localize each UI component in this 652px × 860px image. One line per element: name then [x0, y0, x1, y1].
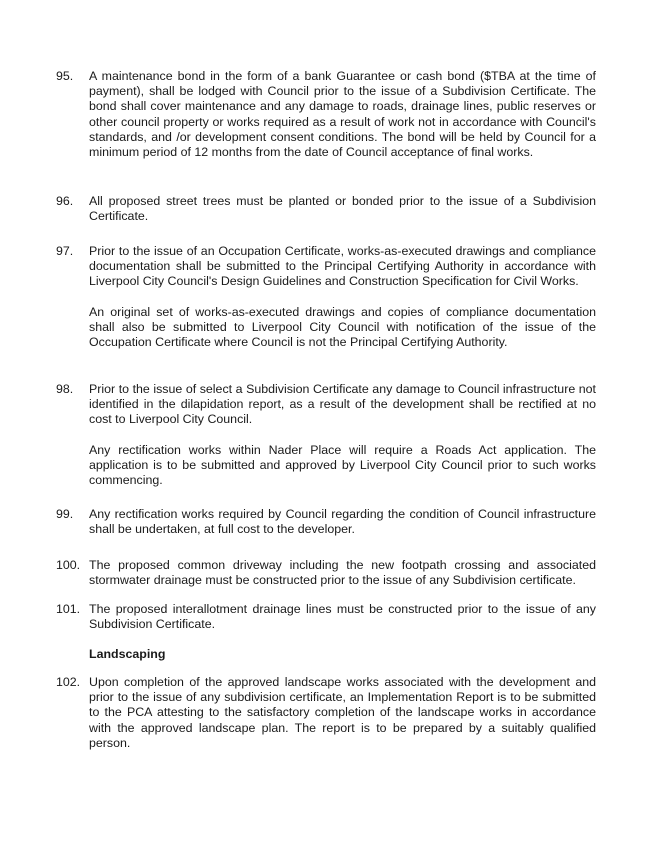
section-heading: Landscaping [89, 647, 166, 661]
clause-number: 102. [56, 675, 81, 689]
clause-paragraph: All proposed street trees must be planted or bonded prior to the issue of a Subdivision Certificate. [89, 194, 596, 224]
clause-number: 101. [56, 602, 81, 616]
clause-paragraph: Upon completion of the approved landscape works associated with the development and prior to the issue of any subdivision certificate, an Implementation Report is to be submitted to the PCA attesting to the satisfactory completion of the landscape works in accordance with the approved landscape plan. The report is to be prepared by a suitably qualified person. [89, 675, 596, 750]
clause-number: 97. [56, 244, 74, 258]
clause-paragraph: A maintenance bond in the form of a bank Guarantee or cash bond ($TBA at the time of payment), shall be lodged with Council prior to the issue of a Subdivision Certificate. The bond shall cover maintenance and any damage to roads, drainage lines, public reserves or other council property or works required as a result of work not in accordance with Council's standards, and /or development consent conditions. The bond will be held by Council for a minimum period of 12 months from the date of Council acceptance of final works. [89, 69, 596, 160]
clause-body [89, 507, 596, 537]
clause-number: 100. [56, 558, 81, 572]
clause-number: 99. [56, 507, 74, 521]
clause-paragraph: Any rectification works within Nader Place will require a Roads Act application. The application is to be submitted and approved by Liverpool City Council prior to such works commencing. [89, 442, 596, 488]
clause-paragraph: Prior to the issue of select a Subdivision Certificate any damage to Council infrastructure not identified in the dilapidation report, as a result of the development shall be rectified at no cost to Liverpool City Council. [89, 382, 596, 427]
clause-95 [56, 69, 596, 160]
clause-number: 96. [56, 194, 74, 208]
clause-98 [56, 382, 596, 488]
clause-body [89, 602, 596, 632]
clause-paragraph: The proposed common driveway including the new footpath crossing and associated stormwater drainage must be constructed prior to the issue of any Subdivision certificate. [89, 558, 596, 588]
clause-paragraph: Prior to the issue of an Occupation Certificate, works-as-executed drawings and compliance documentation shall be submitted to the Principal Certifying Authority in accordance with Liverpool City Council's Design Guidelines and Construction Specification for Civil Works. [89, 244, 596, 289]
clause-number: 98. [56, 382, 74, 396]
clause-body [89, 244, 596, 350]
clause-body [89, 382, 596, 488]
clause-99 [56, 507, 596, 537]
clause-number: 95. [56, 69, 74, 83]
clause-paragraph: The proposed interallotment drainage lines must be constructed prior to the issue of any Subdivision Certificate. [89, 602, 596, 632]
clause-96 [56, 194, 596, 224]
clause-body [89, 69, 596, 160]
clause-100 [56, 558, 596, 588]
clause-101 [56, 602, 596, 632]
clause-paragraph: An original set of works-as-executed drawings and copies of compliance documentation shall also be submitted to Liverpool City Council with notification of the issue of the Occupation Certificate where Council is not the Principal Certifying Authority. [89, 304, 596, 350]
clause-body [89, 675, 596, 751]
clause-97 [56, 244, 596, 350]
clause-paragraph: Any rectification works required by Council regarding the condition of Council infrastructure shall be undertaken, at full cost to the developer. [89, 507, 596, 537]
clause-body [89, 194, 596, 224]
clause-102 [56, 675, 596, 751]
clause-body [89, 558, 596, 588]
